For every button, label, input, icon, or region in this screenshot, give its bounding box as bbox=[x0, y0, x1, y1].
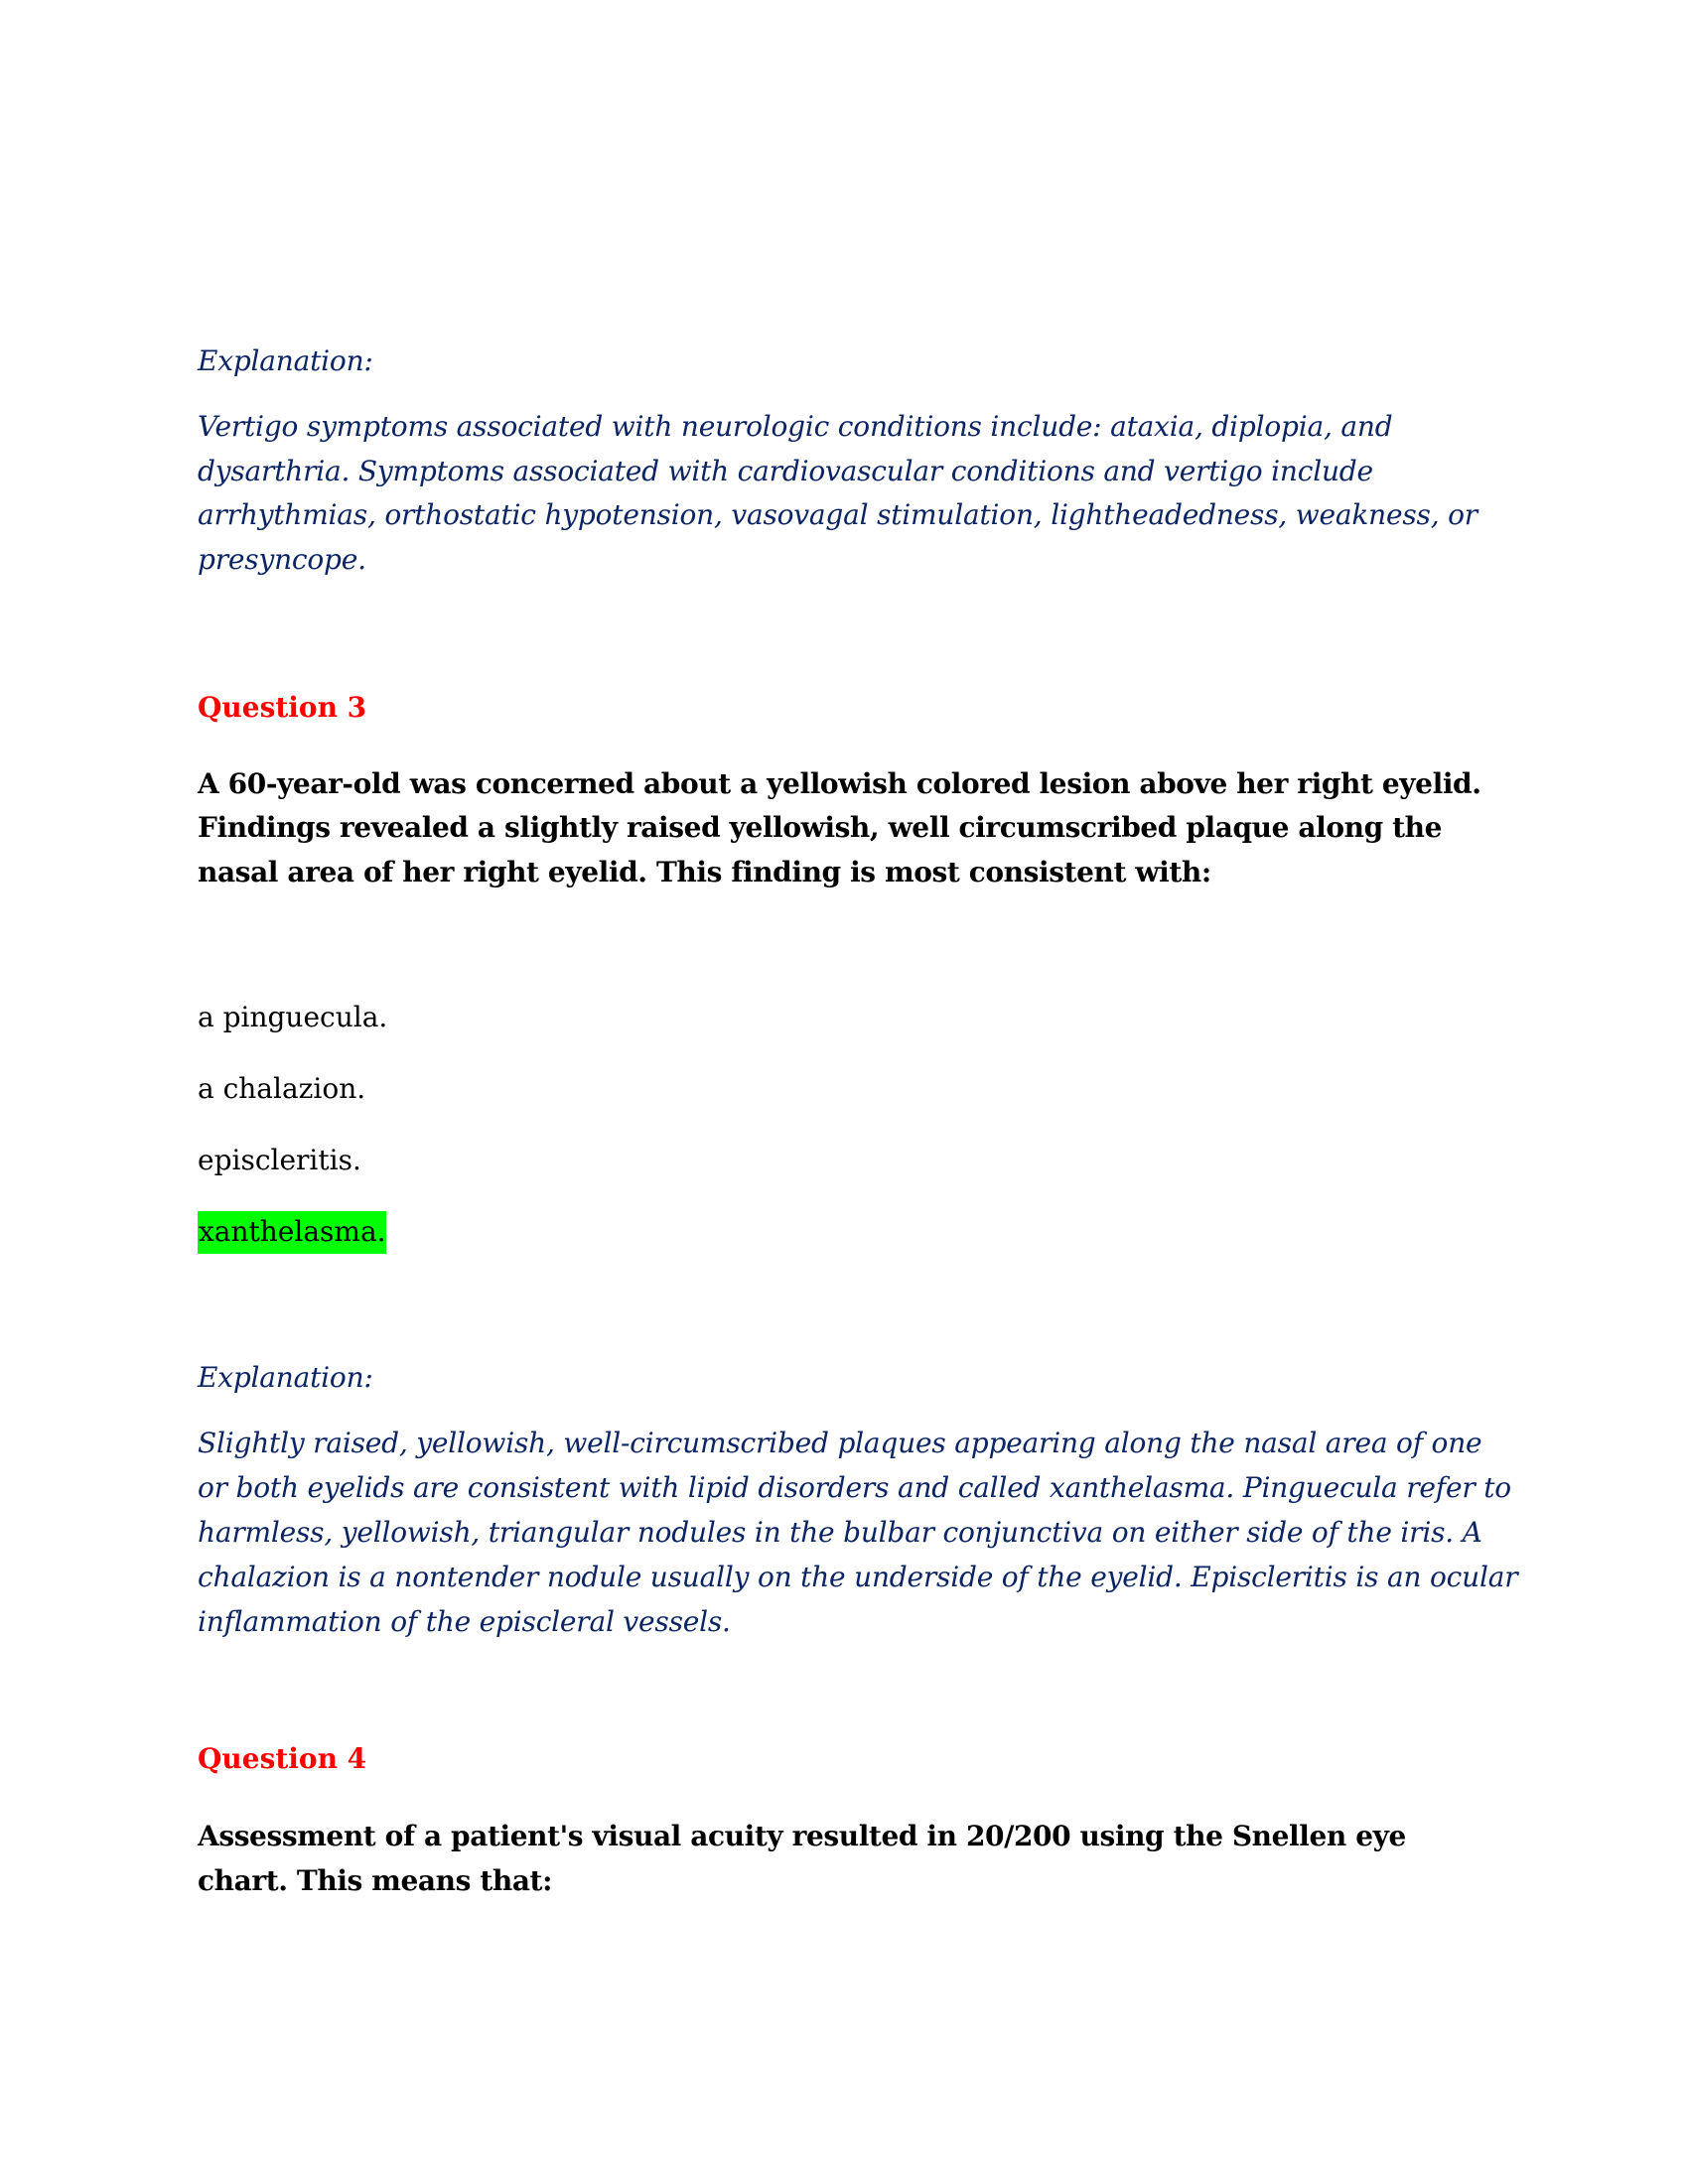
explanation-line: or both eyelids are consistent with lipid disorders and called xanthelasma. Pinguecula refer to bbox=[198, 1471, 1511, 1504]
explanation-line: arrhythmias, orthostatic hypotension, vasovagal stimulation, lightheadedness, weakness, or bbox=[198, 498, 1477, 531]
explanation-label: Explanation: bbox=[198, 344, 373, 377]
question-prompt-line: chart. This means that: bbox=[198, 1864, 553, 1897]
explanation-line: chalazion is a nontender nodule usually on the underside of the eyelid. Episcleritis is an ocular bbox=[198, 1561, 1518, 1593]
question-heading: Question 4 bbox=[198, 1742, 367, 1775]
question-prompt-line: Findings revealed a slightly raised yellowish, well circumscribed plaque along the bbox=[198, 811, 1443, 844]
answer-option[interactable]: a pinguecula. bbox=[198, 1001, 388, 1033]
explanation-line: presyncope. bbox=[198, 543, 366, 576]
answer-option[interactable]: episcleritis. bbox=[198, 1144, 361, 1176]
explanation-line: harmless, yellowish, triangular nodules in the bulbar conjunctiva on either side of the iris. A bbox=[198, 1516, 1482, 1549]
answer-option[interactable]: a chalazion. bbox=[198, 1072, 366, 1105]
question-heading: Question 3 bbox=[198, 691, 367, 724]
correct-answer-highlight: xanthelasma. bbox=[198, 1211, 386, 1254]
explanation-line: inflammation of the episcleral vessels. bbox=[198, 1605, 731, 1638]
question-prompt-line: A 60-year-old was concerned about a yellowish colored lesion above her right eyelid. bbox=[198, 767, 1481, 800]
explanation-line: Slightly raised, yellowish, well-circumscribed plaques appearing along the nasal area of one bbox=[198, 1427, 1482, 1459]
explanation-line: Vertigo symptoms associated with neurologic conditions include: ataxia, diplopia, and bbox=[198, 410, 1393, 443]
explanation-label: Explanation: bbox=[198, 1361, 373, 1394]
question-prompt-line: nasal area of her right eyelid. This finding is most consistent with: bbox=[198, 856, 1211, 888]
question-prompt-line: Assessment of a patient's visual acuity resulted in 20/200 using the Snellen eye bbox=[198, 1820, 1406, 1852]
explanation-line: dysarthria. Symptoms associated with cardiovascular conditions and vertigo include bbox=[198, 455, 1373, 487]
answer-option-correct[interactable] bbox=[198, 1212, 386, 1252]
